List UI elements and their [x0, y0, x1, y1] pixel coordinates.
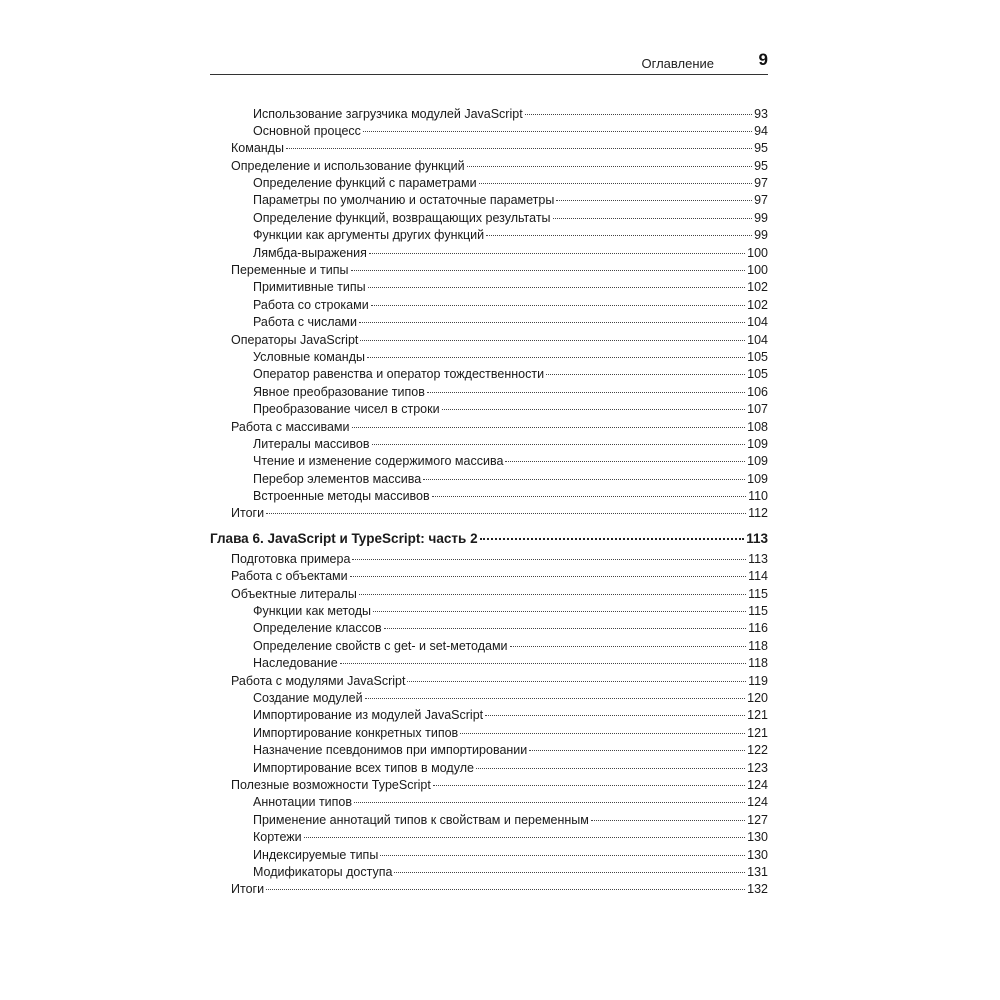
toc-entry-page: 122 [747, 743, 768, 758]
toc-entry-title: Определение классов [253, 621, 382, 636]
toc-dot-leader [359, 310, 745, 324]
toc-dot-leader [529, 738, 745, 752]
toc-entry-page: 121 [747, 708, 768, 723]
toc-entry-title: Работа со строками [253, 297, 369, 312]
toc-entry-page: 130 [747, 830, 768, 845]
toc-entry-title: Литералы массивов [253, 436, 370, 451]
toc-entry-page: 130 [747, 847, 768, 862]
page-number: 9 [758, 50, 768, 69]
toc-dot-leader [350, 564, 746, 578]
toc-dot-leader [372, 431, 746, 445]
toc-entry-page: 110 [748, 489, 768, 504]
toc-dot-leader [340, 651, 746, 665]
toc-entry-page: 104 [747, 315, 768, 330]
toc-dot-leader [304, 825, 745, 839]
toc-dot-leader [371, 292, 745, 306]
toc-entry-title: Определение свойств с get- и set-методами [253, 638, 508, 653]
toc-entry-title: Переменные и типы [231, 263, 349, 278]
toc-entry-title: Команды [231, 141, 284, 156]
toc-dot-leader [363, 118, 752, 132]
toc-entry-title: Глава 6. JavaScript и TypeScript: часть 2 [210, 530, 478, 546]
toc-entry-title: Подготовка примера [231, 551, 351, 566]
toc-dot-leader [423, 466, 745, 480]
toc-dot-leader [486, 223, 752, 237]
toc-entry-page: 95 [754, 141, 768, 156]
toc-dot-leader [360, 327, 745, 341]
toc-entry-page: 123 [747, 760, 768, 775]
toc-dot-leader [479, 171, 753, 185]
toc-entry-page: 100 [747, 263, 768, 278]
toc-entry-title: Определение функций с параметрами [253, 176, 477, 191]
toc-entry-page: 114 [748, 569, 768, 584]
toc-dot-leader [485, 703, 745, 717]
toc-entry-page: 93 [754, 106, 768, 121]
toc-entry-page: 127 [747, 812, 768, 827]
toc-entry-page: 113 [746, 530, 768, 546]
toc-dot-leader [553, 205, 753, 219]
toc-dot-leader [525, 101, 752, 115]
toc-dot-leader [442, 397, 746, 411]
toc-dot-leader [380, 842, 745, 856]
page-header [210, 50, 768, 76]
toc-dot-leader [407, 668, 746, 682]
toc-entry-page: 124 [747, 777, 768, 792]
toc-entry-page: 115 [748, 586, 768, 601]
toc-entry-page: 94 [754, 123, 768, 138]
toc-entry-title: Основной процесс [253, 123, 361, 138]
toc-entry-title: Функции как аргументы других функций [253, 228, 485, 243]
toc-entry-page: 106 [747, 384, 768, 399]
toc-dot-leader [352, 546, 746, 560]
toc-entry-title: Перебор элементов массива [253, 471, 422, 486]
toc-dot-leader [505, 449, 745, 463]
toc-entry-title: Встроенные методы массивов [253, 489, 430, 504]
toc-dot-leader [460, 720, 745, 734]
toc-entry-title: Оператор равенства и оператор тождественности [253, 367, 545, 382]
toc-dot-leader [354, 790, 745, 804]
toc-entry-page: 99 [754, 210, 768, 225]
toc-entry-page: 124 [747, 795, 768, 810]
header-divider [210, 74, 768, 75]
toc-entry-page: 118 [748, 638, 768, 653]
toc-dot-leader [373, 599, 746, 613]
toc-dot-leader [367, 344, 745, 358]
toc-entry-page: 112 [748, 506, 768, 521]
toc-entry-page: 100 [747, 245, 768, 260]
toc-entry-title: Лямбда-выражения [253, 245, 367, 260]
toc-entry-title: Чтение и изменение содержимого массива [253, 454, 504, 469]
table-of-contents [210, 104, 768, 897]
toc-entry-title: Определение функций, возвращающих результаты [253, 210, 551, 225]
toc-entry-title: Работа с массивами [231, 419, 350, 434]
toc-entry-title: Работа с числами [253, 315, 358, 330]
toc-entry-title: Импортирование конкретных типов [253, 725, 459, 740]
toc-dot-leader [359, 581, 746, 595]
toc-entry-page: 108 [747, 419, 768, 434]
toc-dot-leader [352, 414, 746, 428]
toc-entry-page: 120 [747, 691, 768, 705]
toc-entry-page: 121 [747, 725, 768, 740]
toc-entry-title: Импортирование всех типов в модуле [253, 760, 474, 775]
toc-dot-leader [476, 755, 745, 769]
toc-entry-page: 118 [748, 656, 768, 671]
toc-entry [210, 504, 768, 521]
toc-dot-leader [432, 484, 746, 498]
toc-entry-page: 99 [754, 228, 768, 243]
toc-entry-title: Преобразование чисел в строки [253, 402, 440, 417]
toc-entry-page: 109 [747, 436, 768, 451]
toc-entry-page: 97 [754, 193, 768, 208]
toc-entry-title: Использование загрузчика модулей JavaScript [253, 106, 523, 121]
toc-entry-page: 95 [754, 158, 768, 173]
toc-entry-page: 107 [747, 402, 768, 417]
toc-entry-page: 109 [747, 471, 768, 486]
toc-dot-leader [467, 153, 752, 167]
toc-entry-title: Примитивные типы [253, 280, 366, 295]
toc-dot-leader [384, 616, 746, 630]
toc-dot-leader [286, 136, 752, 150]
toc-entry-title: Явное преобразование типов [253, 384, 425, 399]
toc-dot-leader [266, 877, 745, 891]
toc-entry-title: Полезные возможности TypeScript [231, 777, 431, 792]
toc-dot-leader [546, 362, 745, 376]
running-header-title: Оглавление [641, 56, 714, 71]
toc-dot-leader [427, 379, 745, 393]
toc-dot-leader [480, 524, 745, 540]
toc-entry-title: Определение и использование функций [231, 158, 465, 173]
toc-entry-page: 102 [747, 297, 768, 312]
toc-entry-title: Аннотации типов [253, 795, 353, 810]
toc-entry-title: Функции как методы [253, 604, 372, 619]
toc-entry-page: 119 [748, 673, 768, 688]
toc-entry-page: 97 [754, 176, 768, 191]
toc-entry-title: Итоги [231, 882, 265, 897]
toc-entry-title: Работа с объектами [231, 569, 348, 584]
toc-entry-title: Индексируемые типы [253, 847, 379, 862]
toc-entry-page: 131 [747, 864, 768, 879]
toc-entry-page: 115 [748, 604, 768, 619]
toc-entry-page: 102 [747, 280, 768, 295]
toc-entry-page: 105 [747, 367, 768, 382]
toc-entry-title: Назначение псевдонимов при импортировании [253, 743, 528, 758]
toc-dot-leader [394, 859, 745, 873]
toc-dot-leader [368, 275, 746, 289]
toc-entry-title: Модификаторы доступа [253, 864, 393, 879]
toc-dot-leader [369, 240, 745, 254]
toc-entry-title: Работа с модулями JavaScript [231, 673, 406, 688]
toc-dot-leader [556, 188, 752, 202]
toc-entry-page: 105 [747, 349, 768, 364]
toc-dot-leader [591, 807, 745, 821]
toc-entry-page: 116 [748, 621, 768, 636]
toc-entry-title: Кортежи [253, 830, 302, 845]
toc-entry-title: Итоги [231, 506, 265, 521]
toc-dot-leader [266, 501, 746, 515]
toc-entry-page: 109 [747, 454, 768, 469]
toc-entry-title: Объектные литералы [231, 586, 357, 601]
toc-entry-title: Наследование [253, 656, 338, 671]
toc-entry-title: Параметры по умолчанию и остаточные параметры [253, 193, 555, 208]
toc-entry-title: Импортирование из модулей JavaScript [253, 708, 484, 723]
toc-entry-page: 104 [747, 332, 768, 347]
toc-entry-title: Операторы JavaScript [231, 332, 359, 347]
toc-dot-leader [351, 258, 746, 272]
toc-entry [210, 880, 768, 897]
toc-dot-leader [365, 686, 746, 700]
toc-dot-leader [433, 772, 745, 786]
toc-entry-page: 113 [748, 551, 768, 566]
toc-entry-title: Создание модулей [253, 691, 363, 705]
toc-entry-title: Применение аннотаций типов к свойствам и переменным [253, 812, 589, 827]
toc-entry-title: Условные команды [253, 349, 365, 364]
toc-dot-leader [510, 633, 747, 647]
toc-entry-page: 132 [747, 882, 768, 897]
